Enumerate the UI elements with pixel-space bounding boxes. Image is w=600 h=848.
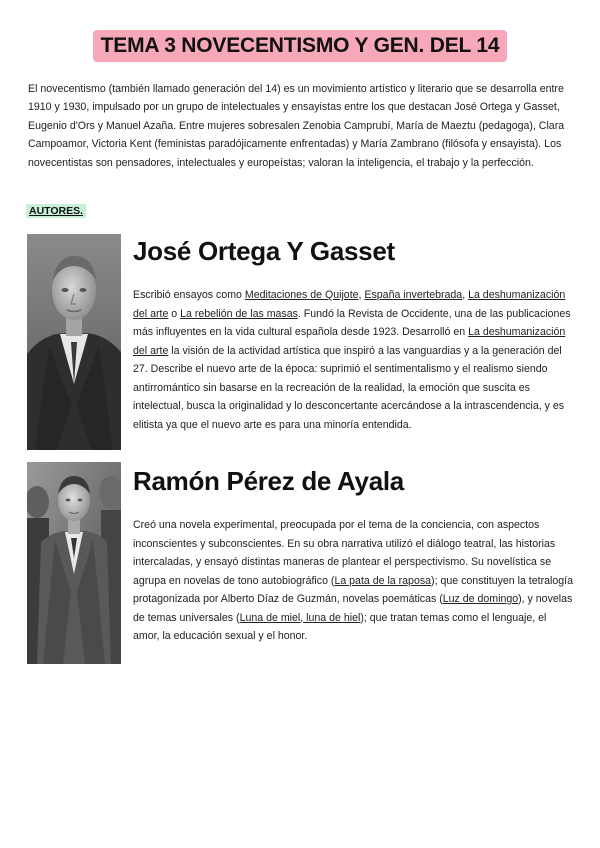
author-photo-ortega [27, 234, 121, 450]
work-link-meditaciones-quijote[interactable]: Meditaciones de Quijote [244, 289, 359, 301]
intro-paragraph: El novecentismo (también llamado generación del 14) es un movimiento artístico y literario que se desarrolla entre 1910 y 1930, impulsado por un grupo de intelectuales y ensayistas entre los que destacan José Ortega y Gasset, Eugenio d'Ors y Manuel Azaña. Entre mujeres sobresalen Zenobia Camprubí, María de Maeztu (pedagoga), Clara Campoamor, Victoria Kent (feministas paradójicamente enfrentadas) y María Zambrano (filósofa y ensayista). Los novecentistas son pensadores, intelectuales y europeístas; valoran la inteligencia, el trabajo y la perfección. [28, 83, 565, 169]
title-bar [0, 30, 600, 62]
work-link-rebelion-masas[interactable]: La rebelión de las masas [180, 307, 298, 320]
author-bio-ortega: Escribió ensayos como Meditaciones de Quijote, España invertebrada, La deshumanización del arte o La rebelión de las masas. Fundó la Revista de Occidente, una de las publicaciones más influyentes en la vida cultural española desde 1923. Desarrolló en La deshumanización del arte la visión de la actividad artística que inspiró a las vanguardias y a la generación del 27. Describe el nuevo arte de la época: suprimió el sentimentalismo y el realismo siendo antirromántico sin basarse en la recreación de la realidad, la emoción que suscita es intelectual, busca la originalidad y lo desconcertante acercándose a la intrascendencia, y es elitista ya que el nuevo arte es para una minoría entendida. [133, 289, 571, 431]
work-link-espana-invertebrada[interactable]: España invertebrada [364, 289, 463, 301]
work-link-luz-domingo[interactable]: Luz de domingo [442, 593, 519, 605]
page-title: TEMA 3 NOVECENTISMO Y GEN. DEL 14 [93, 30, 508, 62]
author-bio-perez-de-ayala: Creó una novela experimental, preocupada por el tema de la conciencia, con aspectos inconscientes y subconscientes. En su obra narrativa utilizó el diálogo teatral, las historias intercaladas, y ensayó distintas maneras de plantear el perspectivismo. Su novelística se agrupa en novelas de tono autobiográfico (La pata de la raposa); que constituyen la tetralogía protagonizada por Alberto Díaz de Guzmán, novelas poemáticas (Luz de domingo), y novelas de temas universales (Luna de miel, luna de hiel); que tratan temas como el lenguaje, el amor, la educación sexual y el honor. [133, 519, 573, 642]
author-name-perez-de-ayala: Ramón Pérez de Ayala [133, 466, 404, 496]
work-link-deshumanizacion-arte-2[interactable]: La deshumanización del arte [133, 326, 566, 357]
author-name-ortega: José Ortega Y Gasset [133, 236, 395, 266]
section-label-autores: AUTORES. [26, 204, 86, 218]
work-link-luna-miel-hiel[interactable]: Luna de miel, luna de hiel [239, 611, 361, 624]
work-link-pata-raposa[interactable]: La pata de la raposa [334, 574, 432, 587]
work-link-deshumanizacion-arte[interactable]: La deshumanización del arte [133, 289, 566, 320]
author-photo-perez-de-ayala [27, 462, 121, 664]
